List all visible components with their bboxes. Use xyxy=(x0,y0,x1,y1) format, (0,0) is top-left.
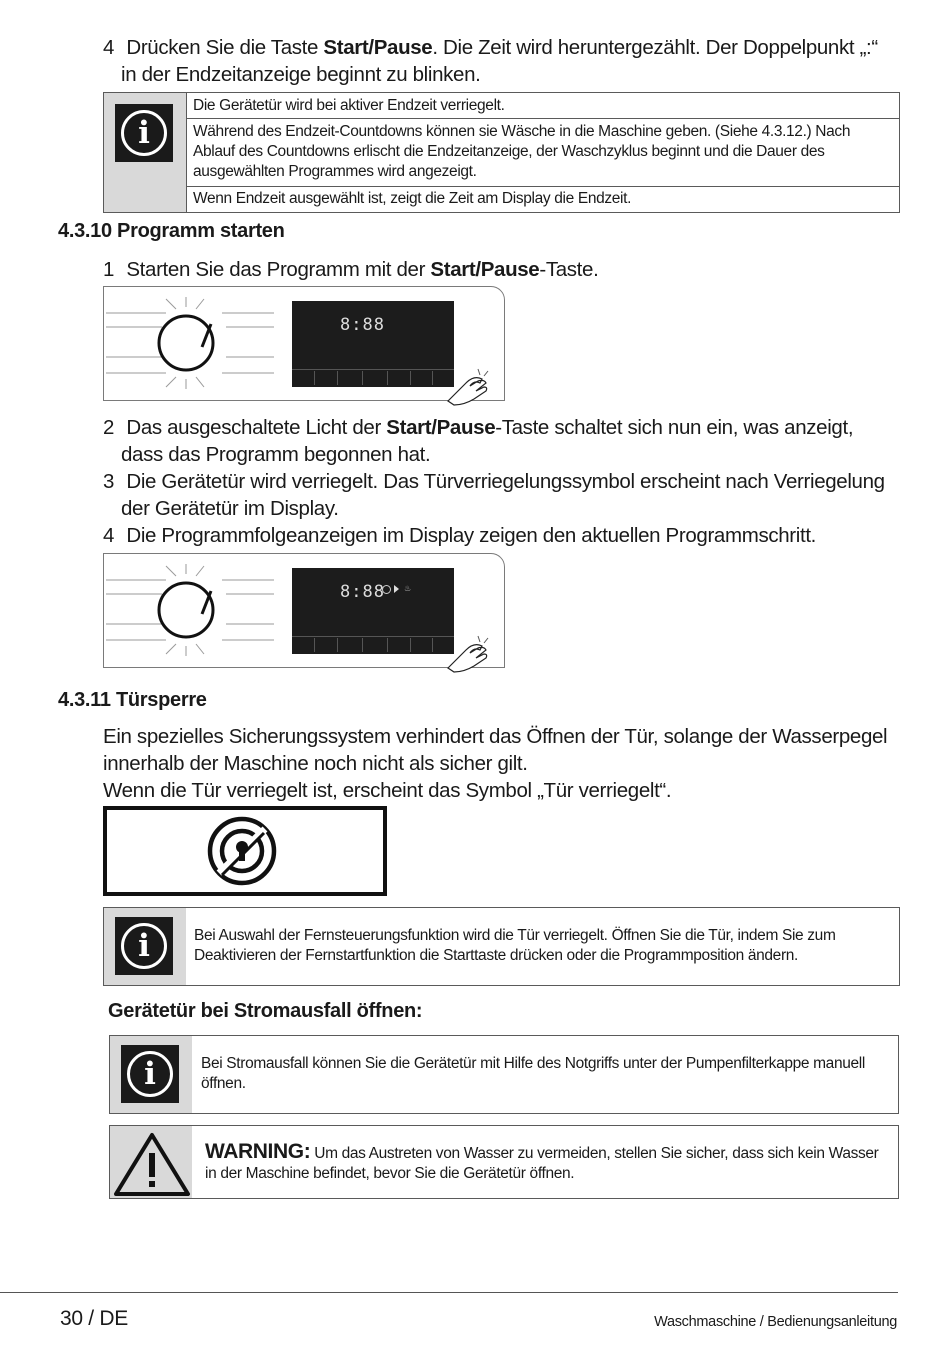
info-note-power-failure xyxy=(109,1035,899,1114)
step-text-bold: Start/Pause xyxy=(323,36,433,59)
warning-icon xyxy=(112,1128,192,1198)
step-number: 4 xyxy=(103,36,115,59)
info-table xyxy=(103,92,900,213)
display-time: 8:88 xyxy=(340,315,385,335)
step-text-post: . Die Zeit wird heruntergezählt. Der Doppelpunkt „:“ xyxy=(432,36,878,59)
section-title-4310: 4.3.10 Programm starten xyxy=(58,220,285,242)
paragraph-line-2: innerhalb der Maschine noch nicht als sicher gilt. xyxy=(103,752,528,775)
step-1 xyxy=(103,256,903,283)
footer-divider xyxy=(0,1292,898,1293)
step-text-line2: dass das Programm begonnen hat. xyxy=(121,443,431,466)
info-note-remote xyxy=(103,907,900,986)
info-row-3: Wenn Endzeit ausgewählt ist, zeigt die Zeit am Display die Endzeit. xyxy=(193,190,632,207)
warning-text xyxy=(205,1142,891,1184)
step-4-start-pause xyxy=(103,34,903,88)
warning-note xyxy=(109,1125,899,1199)
step-3 xyxy=(103,468,903,522)
step-2 xyxy=(103,414,903,468)
warning-body: Um das Austreten von Wasser zu vermeiden, stellen Sie sicher, dass sich kein Wasser in der Maschine befindet, bevor Sie die Gerätetür öffnen. xyxy=(205,1145,879,1182)
paragraph-line-1: Ein spezielles Sicherungssystem verhindert das Öffnen der Tür, solange der Wasserpegel xyxy=(103,725,888,748)
paragraph-line-3: Wenn die Tür verriegelt ist, erscheint das Symbol „Tür verriegelt“. xyxy=(103,779,672,802)
control-panel-illustration-2 xyxy=(103,553,505,668)
step-text-bold: Start/Pause xyxy=(430,258,540,281)
info-icon: i xyxy=(115,104,173,162)
step-text-pre: Drücken Sie die Taste xyxy=(126,36,324,59)
step-number: 4 xyxy=(103,524,115,547)
step-number: 2 xyxy=(103,416,115,439)
info-icon: i xyxy=(121,1045,179,1103)
step-text-line1: Die Gerätetür wird verriegelt. Das Türverriegelungssymbol erscheint nach Verriegelung xyxy=(126,470,885,493)
step-text-pre: Starten Sie das Programm mit der xyxy=(126,258,431,281)
info-row-2: Während des Endzeit-Countdowns können sie Wäsche in die Maschine geben. (Siehe 4.3.12.) Nach Ablauf des Countdowns erlischt die Endzeitanzeige, der Waschzyklus beginnt und die Dauer des ausgewählten Programmes wird angezeigt. xyxy=(193,123,851,180)
step-text-post: -Taste schaltet sich nun ein, was anzeigt, xyxy=(495,416,854,439)
info-note-text: Bei Auswahl der Fernsteuerungsfunktion wird die Tür verriegelt. Öffnen Sie die Tür, indem Sie zum Deaktivieren der Fernstartfunktion die Starttaste drücken oder die Programmposition ändern. xyxy=(194,927,836,964)
lock-indicator-icon xyxy=(382,585,391,594)
display-screen xyxy=(292,568,454,654)
finger-press-icon xyxy=(444,634,504,674)
step-text-line2: der Gerätetür im Display. xyxy=(121,497,339,520)
step-text-bold: Start/Pause xyxy=(386,416,496,439)
step-text-post: -Taste. xyxy=(539,258,599,281)
door-lock-symbol-box xyxy=(103,806,387,896)
step-4 xyxy=(103,522,903,549)
section-title-4311: 4.3.11 Türsperre xyxy=(58,689,207,711)
display-screen xyxy=(292,301,454,387)
document-title: Waschmaschine / Bedienungsanleitung xyxy=(654,1314,897,1330)
info-icon: i xyxy=(115,917,173,975)
door-lock-icon xyxy=(202,811,282,891)
step-text-line1: Die Programmfolgeanzeigen im Display zeigen den aktuellen Programmschritt. xyxy=(126,524,817,547)
info-note-text: Bei Stromausfall können Sie die Gerätetür mit Hilfe des Notgriffs unter der Pumpenfilterkappe manuell öffnen. xyxy=(201,1055,865,1092)
step-number: 3 xyxy=(103,470,115,493)
play-indicator-icon xyxy=(394,585,399,593)
info-row-1: Die Gerätetür wird bei aktiver Endzeit verriegelt. xyxy=(193,97,505,114)
finger-press-icon xyxy=(444,367,504,407)
page-number: 30 / DE xyxy=(60,1307,128,1330)
step-text-line2: in der Endzeitanzeige beginnt zu blinken. xyxy=(121,63,481,86)
step-text-pre: Das ausgeschaltete Licht der xyxy=(126,416,387,439)
warning-label: WARNING: xyxy=(205,1140,311,1163)
wash-step-icon: ♨ xyxy=(404,584,412,593)
subsection-title-power-failure: Gerätetür bei Stromausfall öffnen: xyxy=(108,1000,423,1022)
display-time: 8:88 xyxy=(340,582,385,602)
control-panel-illustration-1 xyxy=(103,286,505,401)
step-number: 1 xyxy=(103,258,115,281)
